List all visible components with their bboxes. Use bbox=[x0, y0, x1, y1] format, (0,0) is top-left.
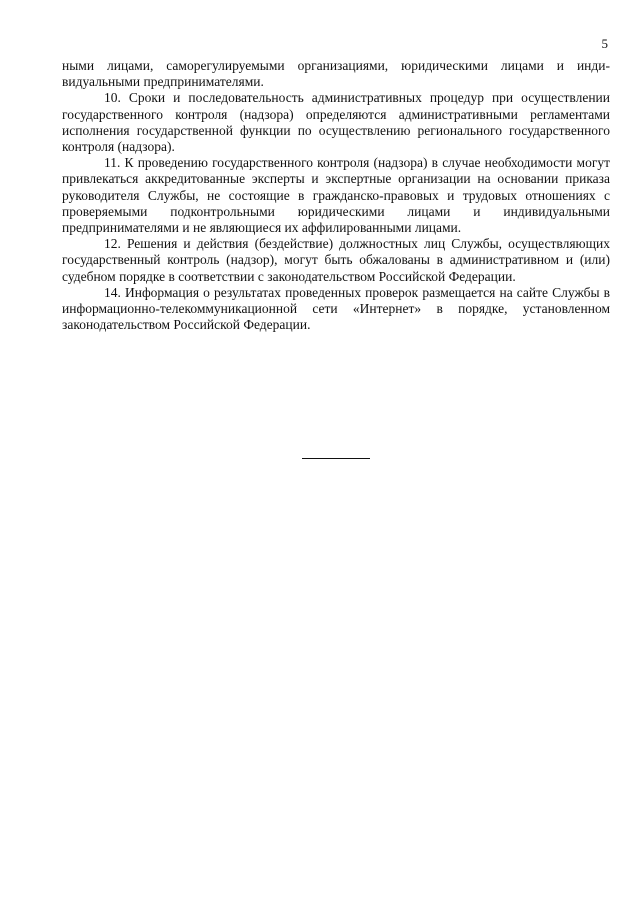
paragraph-11: 11. К проведению государственного контроля (надзора) в случае необходимости могут привлекаться аккредитованные эксперты и экспертные организации на основании приказа руководителя Службы, не состоящие в гражданско-правовых и трудовых отношениях с проверяемыми подконтрольными юридическими лицами и индивидуальными предпринимателями и не являющиеся их аффилированными лицами. bbox=[62, 155, 610, 236]
paragraph-12: 12. Решения и действия (бездействие) должностных лиц Службы, осуществляющих государственный контроль (надзор), могут быть обжалованы в административном и (или) судебном порядке в соответствии с законодательством Российской Федерации. bbox=[62, 236, 610, 284]
paragraph-10: 10. Сроки и последовательность административных процедур при осуществлении государственного контроля (надзора) определяются административными регламентами исполнения государственной функции по осуществлению регионального государственного контроля (надзора). bbox=[62, 90, 610, 155]
page-number: 5 bbox=[601, 36, 608, 51]
document-body bbox=[62, 58, 610, 333]
paragraph-continuation: ными лицами, саморегулируемыми организациями, юридическими лицами и индивидуальными предпринимателями. bbox=[62, 58, 610, 90]
paragraph-14: 14. Информация о результатах проведенных проверок размещается на сайте Службы в информационно-телекоммуникационной сети «Интернет» в порядке, установленном законодательством Российской Федерации. bbox=[62, 284, 610, 333]
end-separator-line bbox=[302, 458, 370, 459]
